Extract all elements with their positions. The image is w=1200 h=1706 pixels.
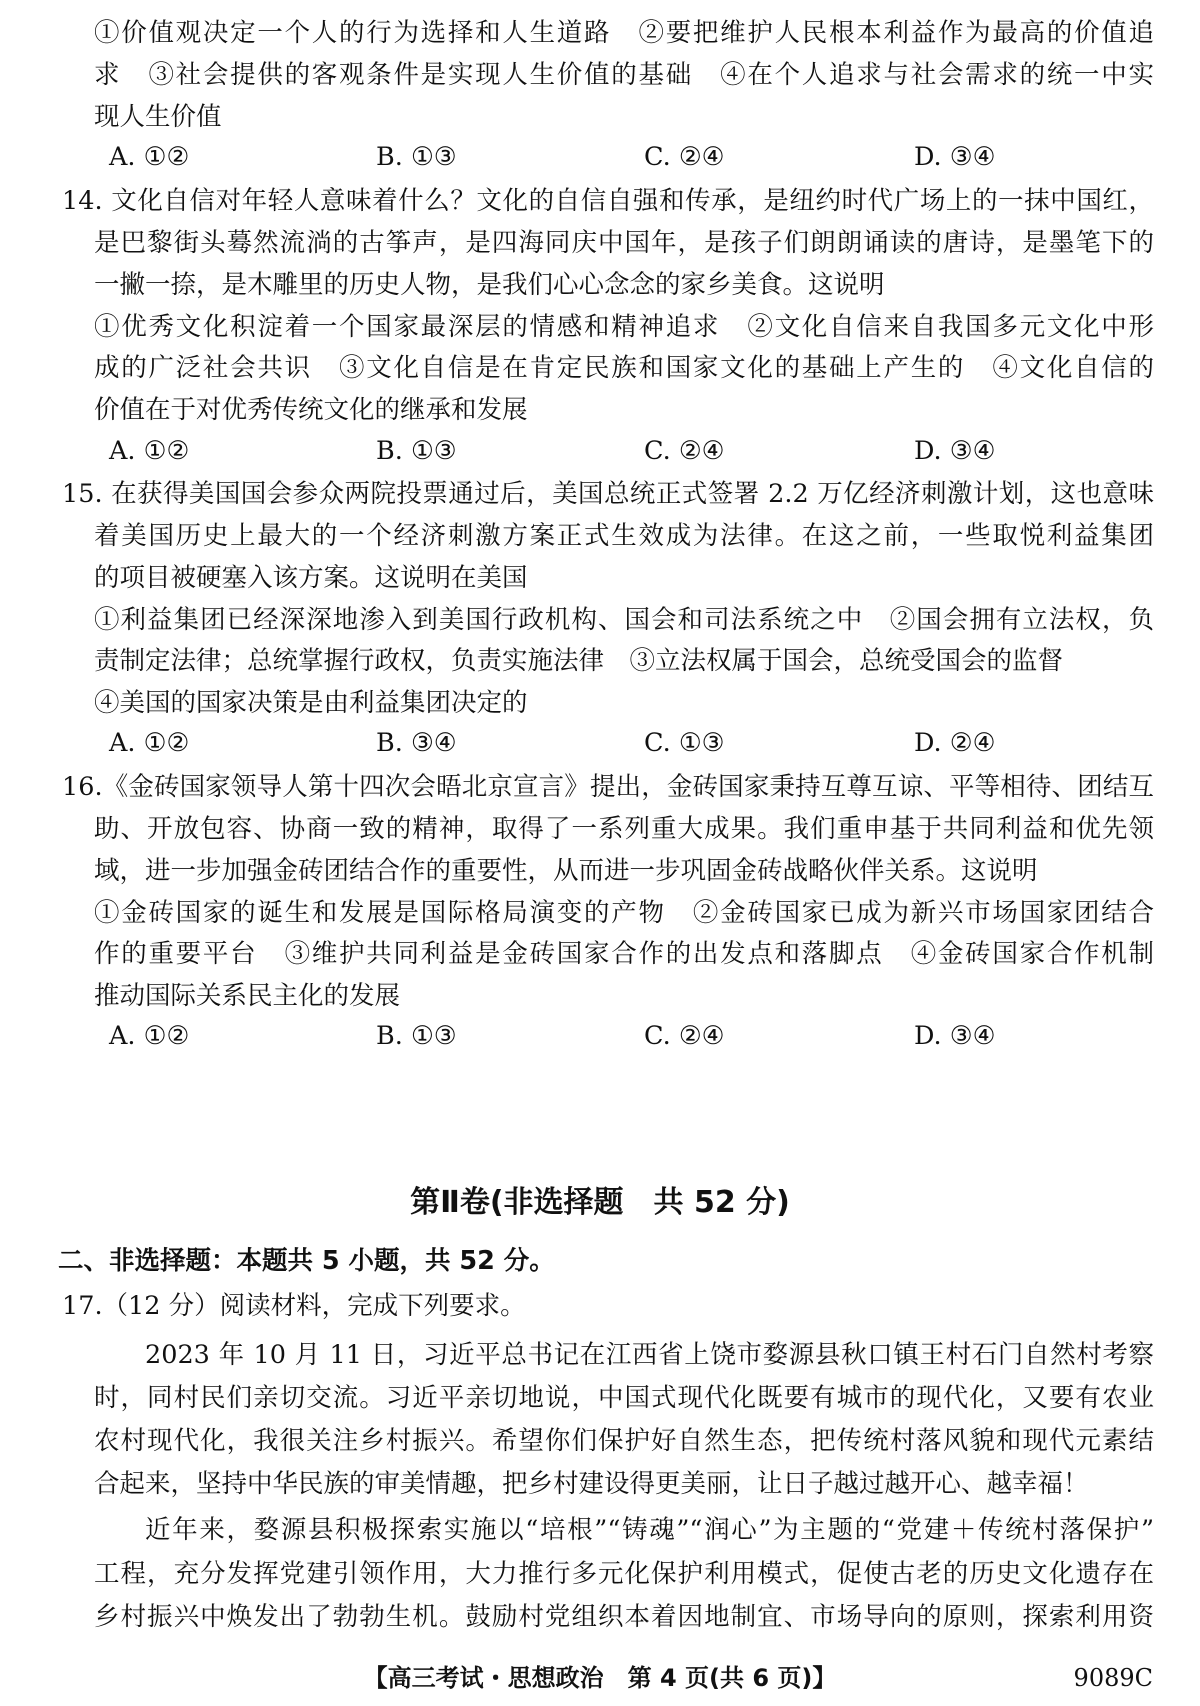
q16-line-2: 助、开放包容、协商一致的精神，取得了一系列重大成果。我们重申基于共同利益和优先领	[94, 814, 1154, 844]
q16-options	[109, 1018, 1109, 1054]
q17-material-line-1: 2023 年 10 月 11 日，习近平总书记在江西省上饶市婺源县秋口镇王村石门自然村考察	[145, 1340, 1154, 1370]
q16-line-3: 域，进一步加强金砖团结合作的重要性，从而进一步巩固金砖战略伙伴关系。这说明	[94, 856, 1038, 886]
q17-material-line-7: 乡村振兴中焕发出了勃勃生机。鼓励村党组织本着因地制宜、市场导向的原则，探索利用资	[94, 1602, 1154, 1632]
q14-options	[109, 433, 1109, 469]
q13-options	[109, 139, 1109, 175]
q16-option-a: A. ①②	[109, 1021, 190, 1051]
q16-line-4: ①金砖国家的诞生和发展是国际格局演变的产物 ②金砖国家已成为新兴市场国家团结合	[94, 898, 1154, 928]
q14-option-b: B. ①③	[376, 436, 457, 466]
q15-line-5: 责制定法律；总统掌握行政权，负责实施法律 ③立法权属于国会，总统受国会的监督	[94, 646, 1064, 676]
q16-option-d: D. ③④	[914, 1021, 996, 1051]
q13-option-a: A. ①②	[109, 142, 190, 172]
q15-option-b: B. ③④	[376, 728, 457, 758]
q15-option-a: A. ①②	[109, 728, 190, 758]
q15-line-3: 的项目被硬塞入该方案。这说明在美国	[94, 563, 528, 593]
q14-line-1: 14. 文化自信对年轻人意味着什么？文化的自信自强和传承，是纽约时代广场上的一抹中国红，	[62, 186, 1154, 216]
q15-line-2: 着美国历史上最大的一个经济刺激方案正式生效成为法律。在这之前，一些取悦利益集团	[94, 521, 1154, 551]
q17-material-line-2: 时，同村民们亲切交流。习近平亲切地说，中国式现代化既要有城市的现代化，又要有农业	[94, 1383, 1154, 1413]
q13-line-1: ①价值观决定一个人的行为选择和人生道路 ②要把维护人民根本利益作为最高的价值追	[94, 18, 1154, 48]
q14-line-3: 一撇一捺，是木雕里的历史人物，是我们心心念念的家乡美食。这说明	[94, 270, 885, 300]
q13-line-3: 现人生价值	[94, 102, 222, 132]
q15-line-1: 15. 在获得美国国会参众两院投票通过后，美国总统正式签署 2.2 万亿经济刺激计划，这也意味	[62, 479, 1154, 509]
page-footer	[0, 1660, 1200, 1696]
q14-line-2: 是巴黎街头蓦然流淌的古筝声，是四海同庆中国年，是孩子们朗朗诵读的唐诗，是墨笔下的	[94, 228, 1154, 258]
q17-material-line-6: 工程，充分发挥党建引领作用，大力推行多元化保护利用模式，促使古老的历史文化遗存在	[94, 1559, 1154, 1589]
q14-line-4: ①优秀文化积淀着一个国家最深层的情感和精神追求 ②文化自信来自我国多元文化中形	[94, 312, 1154, 342]
q16-line-1: 16.《金砖国家领导人第十四次会晤北京宣言》提出，金砖国家秉持互尊互谅、平等相待、团结互	[62, 772, 1154, 802]
q13-option-d: D. ③④	[914, 142, 996, 172]
q17-material-line-5: 近年来，婺源县积极探索实施以“培根”“铸魂”“润心”为主题的“党建＋传统村落保护”	[145, 1515, 1154, 1545]
q15-line-6: ④美国的国家决策是由利益集团决定的	[94, 688, 528, 718]
section-2-instruction: 二、非选择题：本题共 5 小题，共 52 分。	[58, 1246, 555, 1276]
q14-option-d: D. ③④	[914, 436, 996, 466]
q14-line-5: 成的广泛社会共识 ③文化自信是在肯定民族和国家文化的基础上产生的 ④文化自信的	[94, 353, 1154, 383]
q16-line-6: 推动国际关系民主化的发展	[94, 981, 401, 1011]
q15-option-c: C. ①③	[644, 728, 725, 758]
q15-options	[109, 725, 1109, 761]
q17-material-line-4: 合起来，坚持中华民族的审美情趣，把乡村建设得更美丽，让日子越过越开心、越幸福！	[94, 1469, 1089, 1499]
q13-option-c: C. ②④	[644, 142, 725, 172]
q16-line-5: 作的重要平台 ③维护共同利益是金砖国家合作的出发点和落脚点 ④金砖国家合作机制	[94, 939, 1154, 969]
footer-exam-code: 9089C	[1073, 1664, 1153, 1692]
q14-line-6: 价值在于对优秀传统文化的继承和发展	[94, 395, 528, 425]
q15-line-4: ①利益集团已经深深地渗入到美国行政机构、国会和司法系统之中 ②国会拥有立法权，负	[94, 605, 1154, 635]
q14-option-a: A. ①②	[109, 436, 190, 466]
q14-option-c: C. ②④	[644, 436, 725, 466]
q13-line-2: 求 ③社会提供的客观条件是实现人生价值的基础 ④在个人追求与社会需求的统一中实	[94, 60, 1154, 90]
q17-header: 17.（12 分）阅读材料，完成下列要求。	[62, 1291, 526, 1321]
section-2-title: 第Ⅱ卷(非选择题 共 52 分)	[410, 1185, 790, 1220]
q13-option-b: B. ①③	[376, 142, 457, 172]
q15-option-d: D. ②④	[914, 728, 996, 758]
q16-option-b: B. ①③	[376, 1021, 457, 1051]
q16-option-c: C. ②④	[644, 1021, 725, 1051]
q17-material-line-3: 农村现代化，我很关注乡村振兴。希望你们保护好自然生态，把传统村落风貌和现代元素结	[94, 1426, 1154, 1456]
footer-page-info: 【高三考试・思想政治 第 4 页(共 6 页)】	[363, 1664, 837, 1692]
